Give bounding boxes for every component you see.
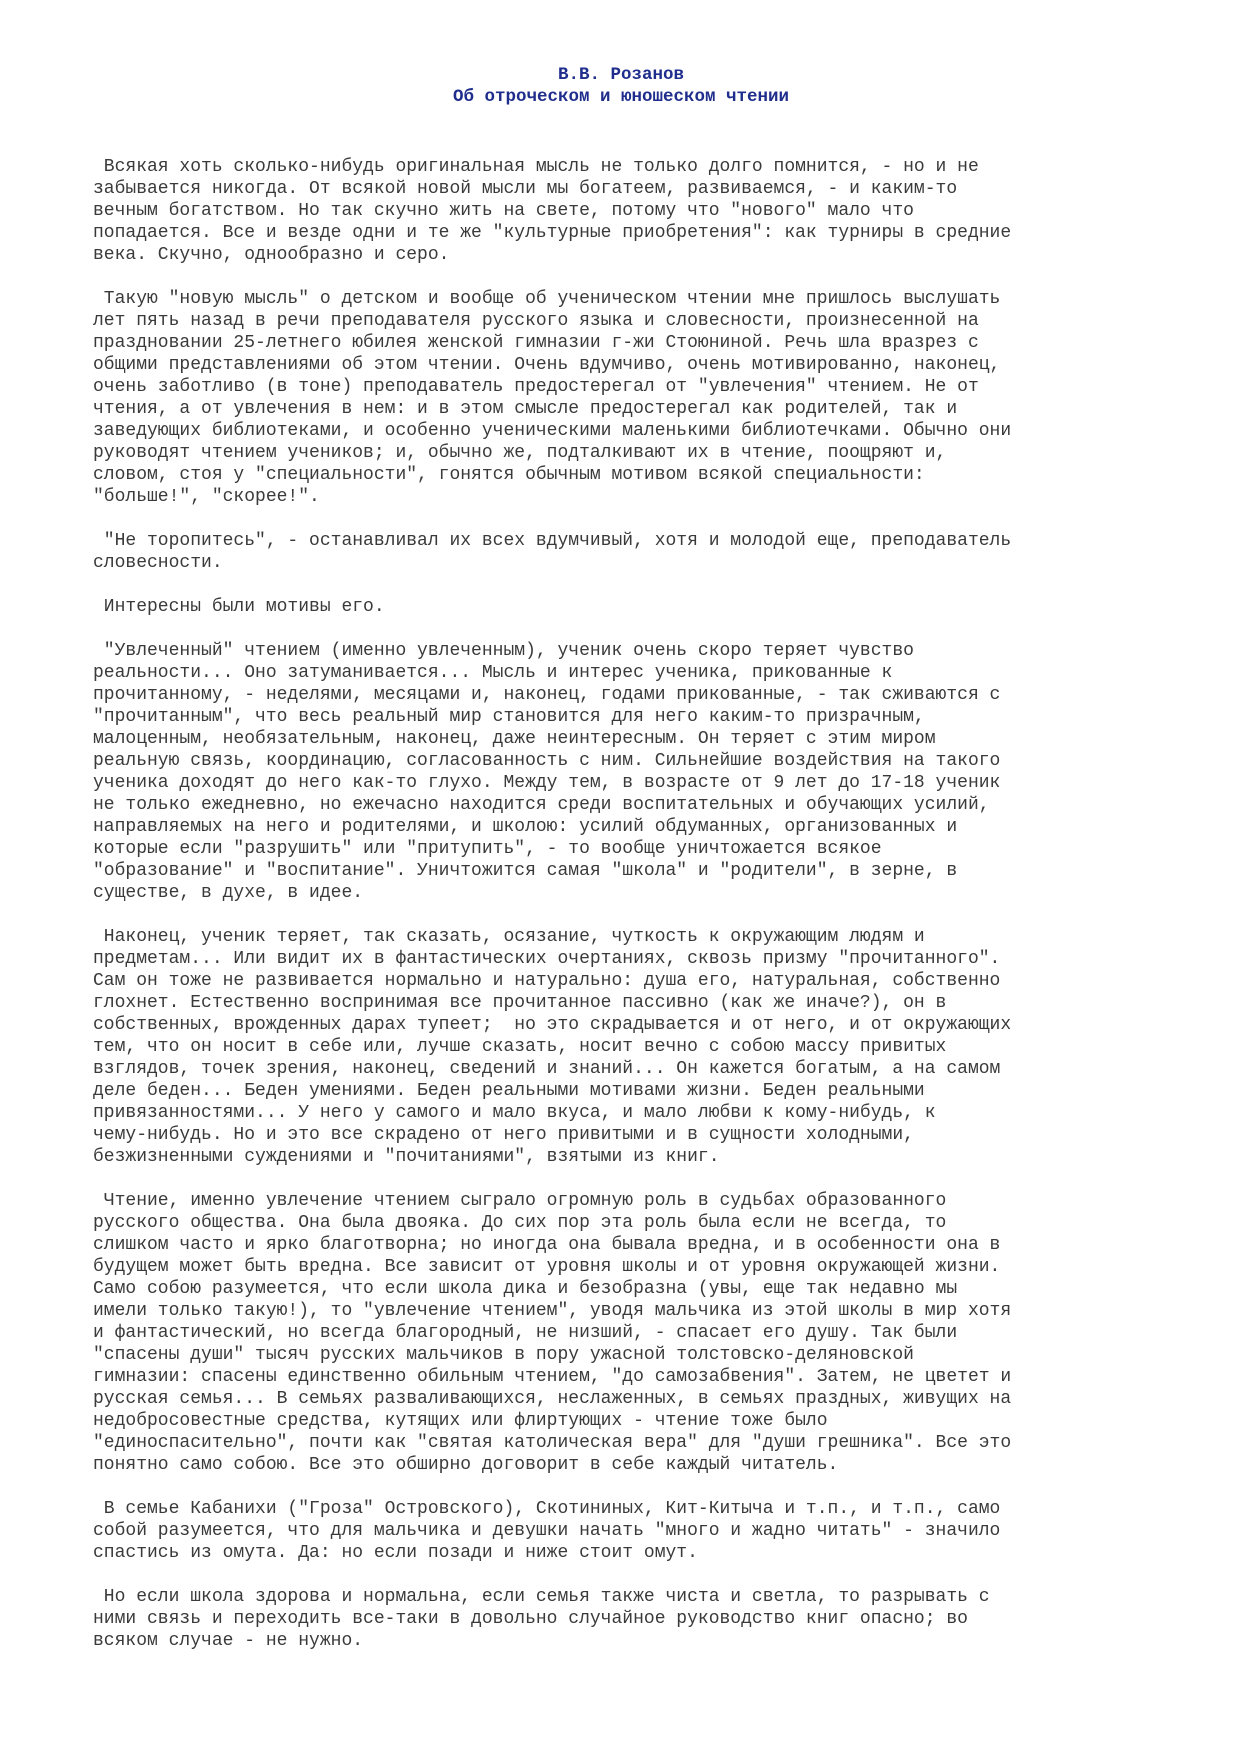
text-line: чему-нибудь. Но и это все скрадено от него привитыми и в сущности холодными, [93,1125,914,1145]
text-line: попадается. Все и везде одни и те же "культурные приобретения": как турниры в средние [93,223,1012,243]
work-title: Об отроческом и юношеском чтении [452,87,790,107]
paragraph [93,926,1173,1168]
text-line: ученика доходят до него как-то глухо. Между тем, в возрасте от 9 лет до 17-18 ученик [93,773,1001,793]
document-title [0,64,1242,108]
text-line: "прочитанным", что весь реальный мир становится для него каким-то призрачным, [93,707,925,727]
text-line: Но если школа здорова и нормальна, если семья также чиста и светла, то разрывать с [93,1587,990,1607]
text-line: существе, в духе, в идее. [93,883,364,903]
text-line: Всякая хоть сколько-нибудь оригинальная мысль не только долго помнится, - но и не [93,157,979,177]
paragraph [93,530,1173,574]
text-line: очень заботливо (в тоне) преподаватель предостерегал от "увлечения" чтением. Не от [93,377,979,397]
paragraph [93,596,1173,618]
paragraph [93,1586,1173,1652]
text-line: "больше!", "скорее!". [93,487,320,507]
text-line: общими представлениями об этом чтении. Очень вдумчиво, очень мотивированно, наконец, [93,355,1001,375]
text-line: "образование" и "воспитание". Уничтожится самая "школа" и "родители", в зерне, в [93,861,958,881]
text-line: собой разумеется, что для мальчика и девушки начать "много и жадно читать" - значило [93,1521,1001,1541]
author-name: В.В. Розанов [557,65,685,85]
text-line: гимназии: спасены единственно обильным чтением, "до самозабвения". Затем, не цветет и [93,1367,1012,1387]
text-line: деле беден... Беден умениями. Беден реальными мотивами жизни. Беден реальными [93,1081,925,1101]
text-line: руководят чтением учеников; и, обычно же, подталкивают их в чтение, поощряют и, [93,443,947,463]
text-line: будущем может быть вредна. Все зависит от уровня школы и от уровня окружающей жизни. [93,1257,1001,1277]
text-line: не только ежедневно, но ежечасно находится среди воспитательных и обучающих усилий, [93,795,990,815]
document-body [93,156,1173,1674]
text-line: которые если "разрушить" или "притупить", - то вообще уничтожается всякое [93,839,882,859]
text-line: русского общества. Она была двояка. До сих пор эта роль была если не всегда, то [93,1213,947,1233]
text-line: прочитанному, - неделями, месяцами и, наконец, годами прикованные, - так сживаются с [93,685,1001,705]
text-line: реальности... Оно затуманивается... Мысль и интерес ученика, прикованные к [93,663,893,683]
text-line: имели только такую!), то "увлечение чтением", уводя мальчика из этой школы в мир хотя [93,1301,1012,1321]
text-line: Интересны были мотивы его. [93,597,385,617]
text-line: Сам он тоже не развивается нормально и натурально: душа его, натуральная, собственно [93,971,1001,991]
text-line: недобросовестные средства, кутящих или флиртующих - чтение тоже было [93,1411,828,1431]
text-line: вечным богатством. Но так скучно жить на свете, потому что "нового" мало что [93,201,914,221]
paragraph [93,1498,1173,1564]
text-line: "Увлеченный" чтением (именно увлеченным), ученик очень скоро теряет чувство [93,641,914,661]
paragraph [93,156,1173,266]
paragraph [93,1190,1173,1476]
text-line: безжизненными суждениями и "почитаниями", взятыми из книг. [93,1147,720,1167]
text-line: Само собою разумеется, что если школа дика и безобразна (увы, еще так недавно мы [93,1279,958,1299]
text-line: привязанностями... У него у самого и мало вкуса, и мало любви к кому-нибудь, к [93,1103,936,1123]
text-line: тем, что он носит в себе или, лучше сказать, носит вечно с собою массу привитых [93,1037,947,1057]
text-line: Чтение, именно увлечение чтением сыграло огромную роль в судьбах образованного [93,1191,947,1211]
text-line: глохнет. Естественно воспринимая все прочитанное пассивно (как же иначе?), он в [93,993,947,1013]
text-line: словом, стоя у "специальности", гонятся обычным мотивом всякой специальности: [93,465,925,485]
text-line: В семье Кабанихи ("Гроза" Островского), Скотининых, Кит-Китыча и т.п., и т.п., само [93,1499,1001,1519]
text-line: направляемых на него и родителями, и школою: усилий обдуманных, организованных и [93,817,958,837]
text-line: слишком часто и ярко благотворна; но иногда она бывала вредна, и в особенности она в [93,1235,1001,1255]
text-line: праздновании 25-летнего юбилея женской гимназии г-жи Стоюниной. Речь шла вразрез с [93,333,979,353]
text-line: забывается никогда. От всякой новой мысли мы богатеем, развиваемся, - и каким-то [93,179,958,199]
text-line: Такую "новую мысль" о детском и вообще об ученическом чтении мне пришлось выслушать [93,289,1001,309]
text-line: взглядов, точек зрения, наконец, сведений и знаний... Он кажется богатым, а на самом [93,1059,1001,1079]
text-line: спастись из омута. Да: но если позади и ниже стоит омут. [93,1543,698,1563]
paragraph [93,288,1173,508]
text-line: собственных, врожденных дарах тупеет; но это скрадывается и от него, и от окружающих [93,1015,1012,1035]
text-line: "единоспасительно", почти как "святая католическая вера" для "души грешника". Все это [93,1433,1012,1453]
text-line: "спасены души" тысяч русских мальчиков в пору ужасной толстовско-деляновской [93,1345,914,1365]
text-line: лет пять назад в речи преподавателя русского языка и словесности, произнесенной на [93,311,979,331]
paragraph [93,640,1173,904]
text-line: малоценным, необязательным, наконец, даже неинтересным. Он теряет с этим миром [93,729,936,749]
text-line: Наконец, ученик теряет, так сказать, осязание, чуткость к окружающим людям и [93,927,925,947]
text-line: заведующих библиотеками, и особенно ученическими маленькими библиотечками. Обычно они [93,421,1012,441]
text-line: реальную связь, координацию, согласованность с ним. Сильнейшие воздействия на такого [93,751,1001,771]
text-line: "Не торопитесь", - останавливал их всех вдумчивый, хотя и молодой еще, преподаватель [93,531,1012,551]
text-line: русская семья... В семьях разваливающихся, неслаженных, в семьях праздных, живущих на [93,1389,1012,1409]
text-line: предметам... Или видит их в фантастических очертаниях, сквозь призму "прочитанного". [93,949,1001,969]
text-line: чтения, а от увлечения в нем: и в этом смысле предостерегал как родителей, так и [93,399,958,419]
text-line: ними связь и переходить все-таки в довольно случайное руководство книг опасно; во [93,1609,968,1629]
text-line: всяком случае - не нужно. [93,1631,364,1651]
text-line: словесности. [93,553,223,573]
text-line: века. Скучно, однообразно и серо. [93,245,450,265]
text-line: и фантастический, но всегда благородный, не низший, - спасает его душу. Так были [93,1323,958,1343]
text-line: понятно само собою. Все это обширно договорит в себе каждый читатель. [93,1455,839,1475]
